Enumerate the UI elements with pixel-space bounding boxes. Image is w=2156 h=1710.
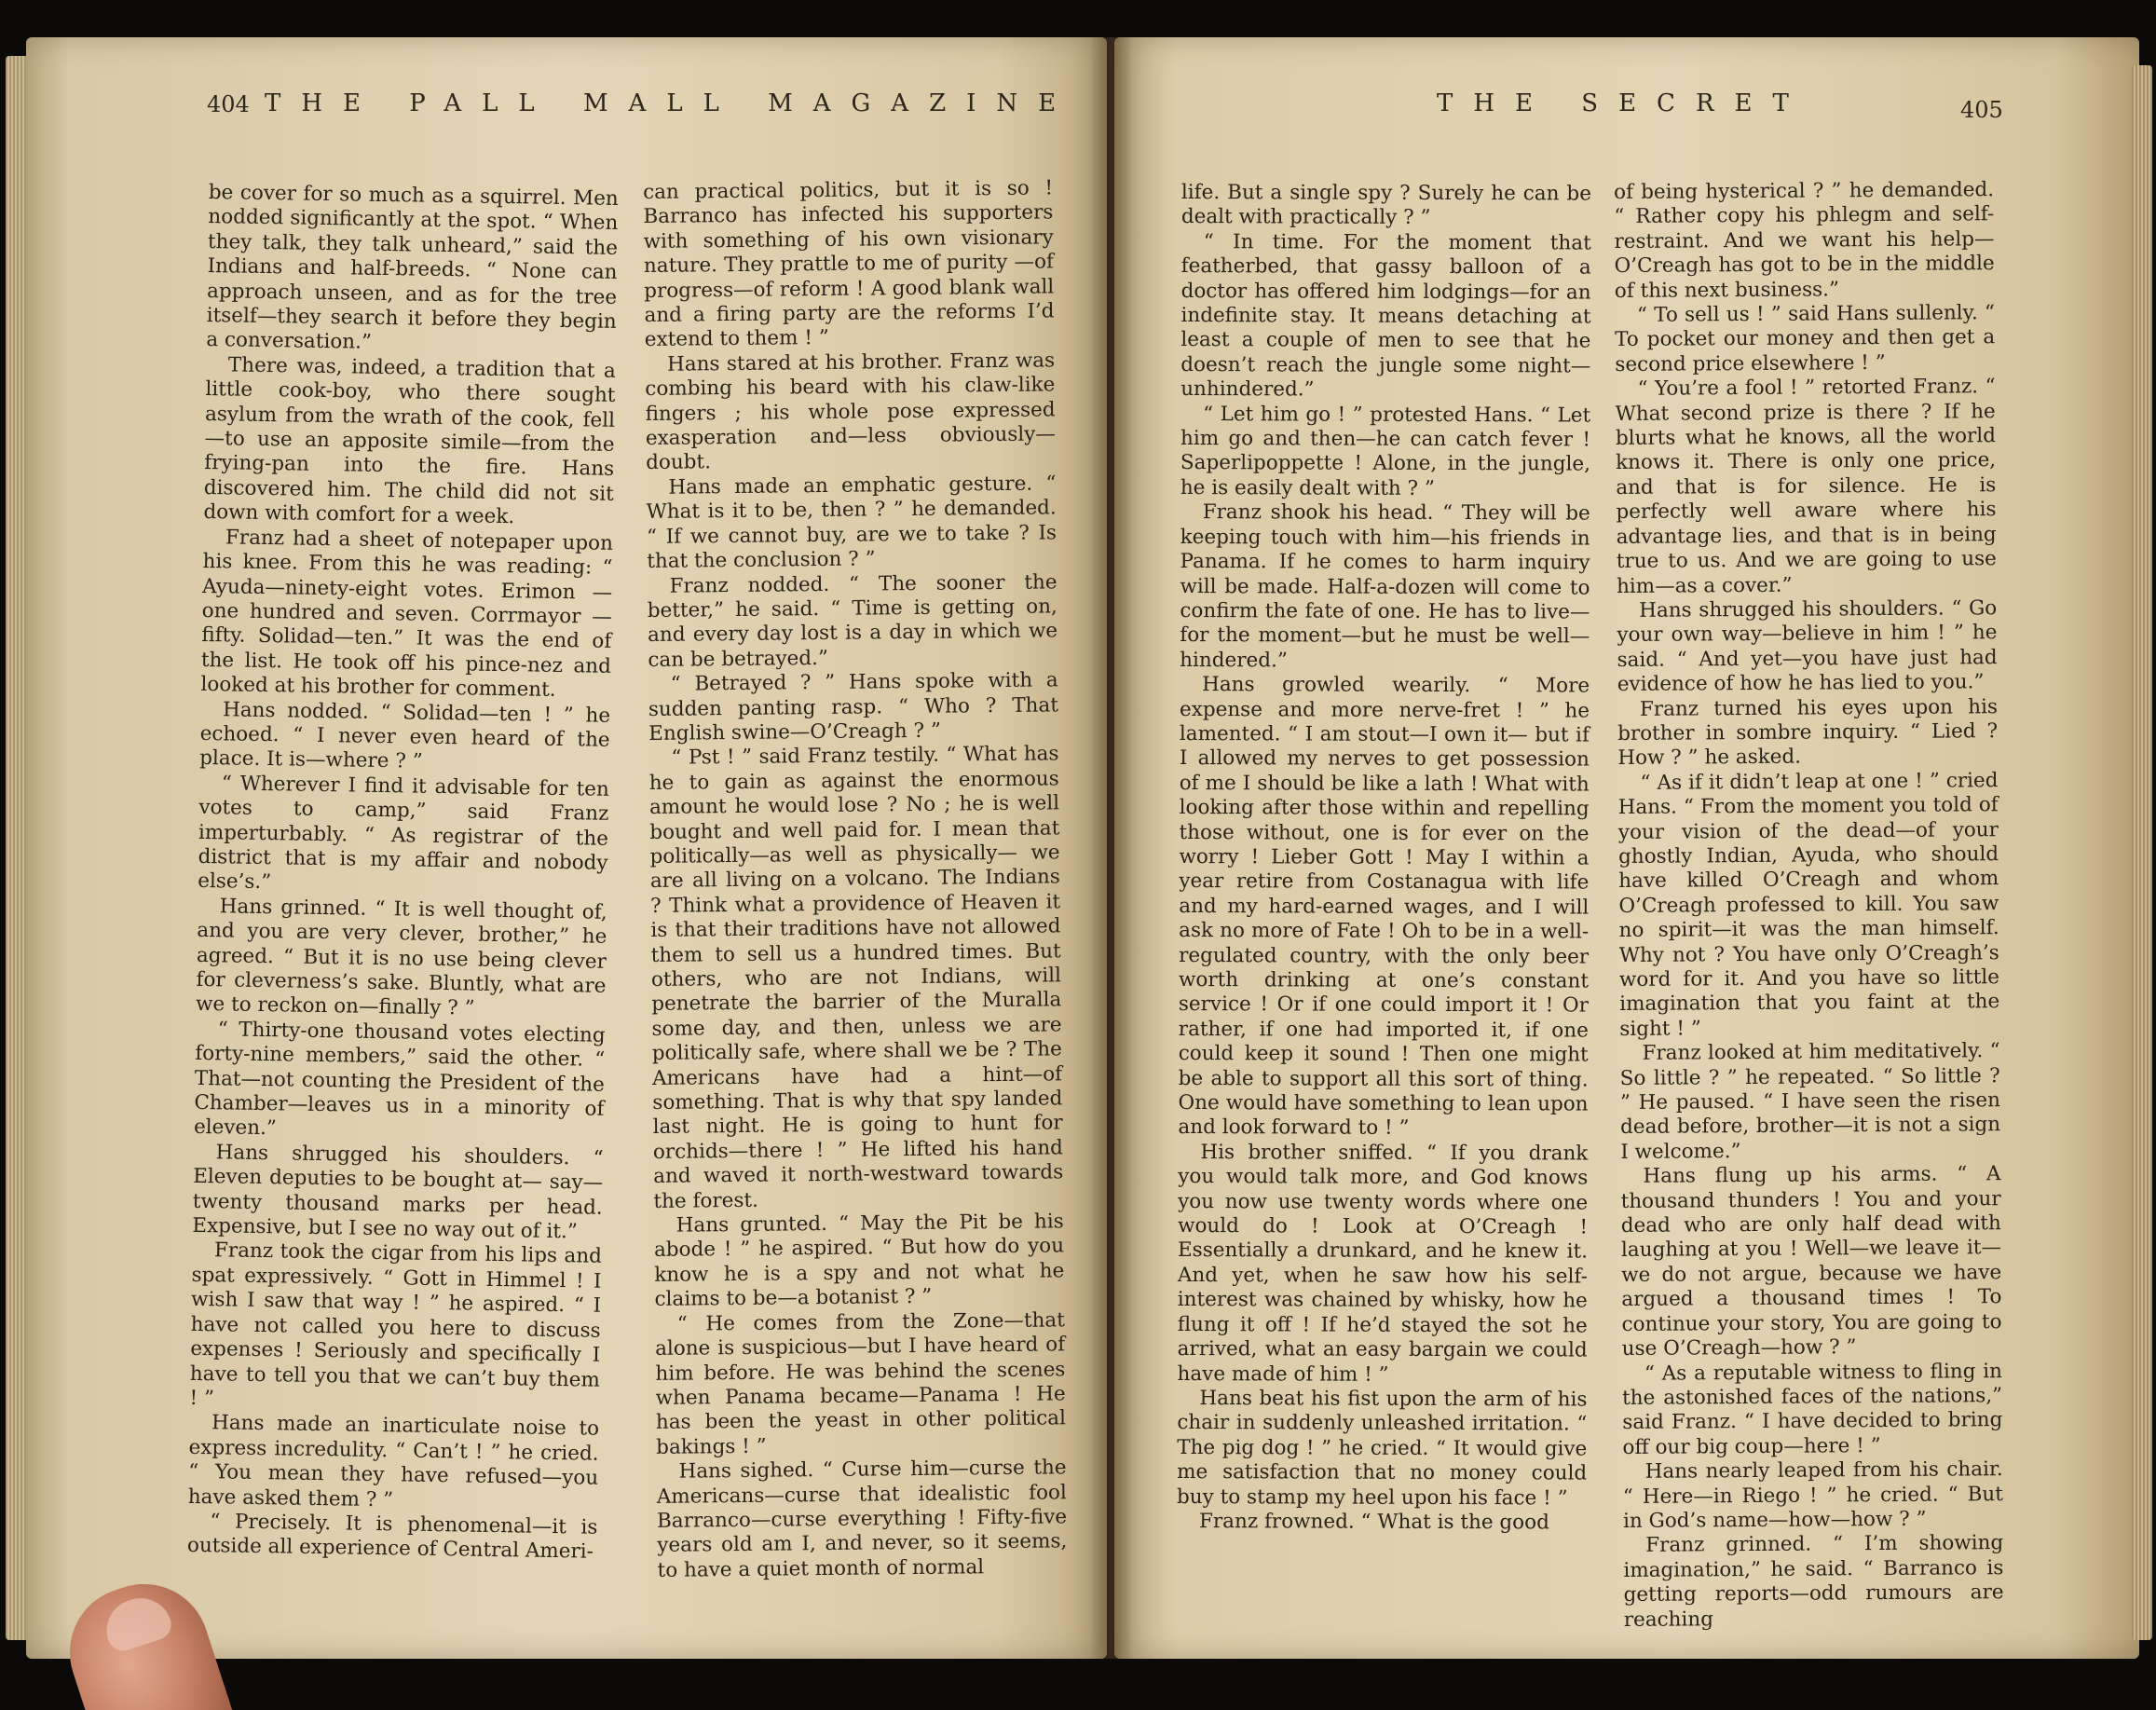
paragraph: Hans stared at his brother. Franz was combing his beard with his claw-like fingers ; his whole pose expressed exasperation and—less obviously—doubt. bbox=[645, 349, 1057, 475]
paragraph: “ Thirty-one thousand votes electing forty-nine members,” said the other. “ That—not counting the President of the Chamber—leaves us in a minority of eleven.” bbox=[193, 1018, 606, 1141]
paragraph: “ To sell us ! ” said Hans sullenly. “ To pocket our money and then get a second price elsewhere ! ” bbox=[1615, 301, 1996, 376]
right-running-header: THE SECRET bbox=[1437, 89, 1809, 117]
book-gutter bbox=[1090, 37, 1133, 1659]
paragraph: There was, indeed, a tradition that a little cook-boy, who there sought asylum from the wrath of the cook, fell—to use an apposite simile—from the frying-pan into the fire. Hans discovered him. The child did not sit down with comfort for a week. bbox=[203, 353, 617, 529]
paragraph: Franz looked at him meditatively. “ So little ? ” he repeated. “ So little ? ” He paused. “ I have seen the risen dead before, brother—it is not a sign I welcome.” bbox=[1619, 1039, 2001, 1164]
paragraph: life. But a single spy ? Surely he can be dealt with practically ? ” bbox=[1180, 181, 1591, 230]
paragraph: can practical politics, but it is so ! Barranco has infected his supporters with something of his own visionary nature. They prattle to me of purity —of progress—of reform ! A good blank wall and a firing party are the reforms I’d extend to them ! ” bbox=[643, 176, 1055, 352]
paragraph: Franz had a sheet of notepaper upon his knee. From this he was reading: “ Ayuda—ninety-eight votes. Erimon —one hundred and seven. Corrmayor —fifty. Solidad—ten.” It was the end of the list. He took off his pince-nez and looked at his brother for comment. bbox=[200, 526, 614, 703]
left-running-header: THE PALL MALL MAGAZINE bbox=[265, 89, 1077, 117]
paragraph: Hans nodded. “ Solidad—ten ! ” he echoed. “ I never even heard of the place. It is—where ? ” bbox=[199, 697, 611, 774]
paragraph: “ Let him go ! ” protested Hans. “ Let him go and then—he can catch fever ! Saperlipoppette ! Alone, in the jungle, he is easily dealt with ? ” bbox=[1180, 402, 1591, 500]
paragraph: of being hysterical ? ” he demanded. “ Rather copy his phlegm and self-restraint. And we want his help— O’Creagh has got to be in the middle of this next business.” bbox=[1614, 178, 1995, 303]
paragraph: Franz turned his eyes upon his brother in sombre inquiry. “ Lied ? How ? ” he asked. bbox=[1617, 694, 1999, 771]
paragraph: Franz took the cigar from his lips and spat expressively. “ Gott in Himmel ! I wish I saw that way ! ” he aspired. “ I have not called you here to discuss expenses ! Seriously and specifically I have to tell you that we can’t buy them ! ” bbox=[189, 1238, 603, 1411]
right-column-1 bbox=[1177, 181, 1591, 1536]
paragraph: Hans shrugged his shoulders. “ Go your own way—believe in him ! ” he said. “ And yet—you have just had evidence of how he has lied to you.” bbox=[1617, 596, 1998, 697]
paragraph: “ Betrayed ? ” Hans spoke with a sudden panting rasp. “ Who ? That English swine—O’Creagh ? ” bbox=[648, 668, 1059, 746]
paragraph: Hans grunted. “ May the Pit be his abode ! ” he aspired. “ But how do you know he is a spy and not what he claims to be—a botanist ? ” bbox=[653, 1210, 1065, 1312]
paragraph: Hans beat his fist upon the arm of his chair in suddenly unleashed irritation. “ The pig dog ! ” he cried. “ It would give me satisfaction that no money could buy to stamp my heel upon his face ! ” bbox=[1177, 1386, 1588, 1510]
paragraph: be cover for so much as a squirrel. Men nodded significantly at the spot. “ When they talk, they talk unheard,” said the Indians and half-breeds. “ None can approach unseen, and as for the tree itself—they search it before they begin a conversation.” bbox=[206, 181, 619, 355]
left-column-1 bbox=[187, 181, 619, 1565]
paragraph: Hans sighed. “ Curse him—curse the Americans—curse that idealistic fool Barranco—curse everything ! Fifty-five years old am I, and never, so it seems, to have a quiet month of normal bbox=[656, 1456, 1068, 1582]
paragraph: “ He comes from the Zone—that alone is suspicious—but I have heard of him before. He was behind the scenes when Panama became—Panama ! He has been the yeast in other political bakings ! ” bbox=[654, 1308, 1067, 1459]
paragraph: “ Precisely. It is phenomenal—it is outside all experience of Central Ameri- bbox=[186, 1510, 598, 1565]
paragraph: Hans made an emphatic gesture. “ What is it to be, then ? ” he demanded. “ If we cannot buy, are we to take ? Is that the conclusion ? ” bbox=[646, 472, 1058, 574]
right-page-edges bbox=[2132, 65, 2152, 1640]
paragraph: Hans made an inarticulate noise to express incredulity. “ Can’t ! ” he cried. “ You mean they have refused—you have asked them ? ” bbox=[187, 1411, 600, 1512]
paragraph: Hans grinned. “ It is well thought of, and you are very clever, brother,” he agreed. “ But it is no use being clever for cleverness’s sake. Bluntly, what are we to reckon on—finally ? ” bbox=[195, 895, 607, 1020]
paragraph: Hans nearly leaped from his chair. “ Here—in Riego ! ” he cried. “ But in God’s name—how—how ? ” bbox=[1622, 1457, 2003, 1533]
left-page-number: 404 bbox=[207, 91, 250, 117]
paragraph: Franz frowned. “ What is the good bbox=[1198, 1510, 1549, 1535]
paragraph: Franz shook his head. “ They will be keeping touch with him—his friends in Panama. If he comes to harm inquiry will be made. Half-a-dozen will come to confirm the fate of one. He has to live—for the moment—but he must be well—hindered.” bbox=[1180, 500, 1590, 673]
paragraph: His brother sniffed. “ If you drank you would talk more, and God knows you now use twenty words where one would do ! Look at O’Creagh ! Essentially a drunkard, and he knew it. And yet, when he saw how his self-interest was chained by whisky, how he flung it off ! If he’d stayed the sot he arrived, what an easy bargain we could have made of him ! ” bbox=[1177, 1140, 1589, 1387]
paragraph: Hans growled wearily. “ More expense and more nerve-fret ! ” he lamented. “ I am stout—I own it— but if I allowed my nerves to get possession of me I should be like a lath ! What with looking after those within and repelling those without, one is for ever on the worry ! Lieber Gott ! May I within a year retire from Costanagua with life and my hard-earned wages, and I will ask no more of Fate ! Oh to be in a well-regulated country, with the only beer worth drinking at one’s constant service ! Or if one could import it ! Or rather, if one had imported it, if one could keep it sound ! Then one might be able to support all this sort of thing. One would have something to lean upon and look forward to ! ” bbox=[1178, 673, 1590, 1141]
paragraph: “ As a reputable witness to fling in the astonished faces of the nations,” said Franz. “ I have decided to bring off our big coup—here ! ” bbox=[1622, 1359, 2003, 1459]
paragraph: “ You’re a fool ! ” retorted Franz. “ What second prize is there ? If he blurts what he knows, all the world knows it. There is only one price, and that is for silence. He is perfectly well aware where his advantage lies, and that is in being true to us. And we are going to use him—as a cover.” bbox=[1615, 375, 1997, 598]
paragraph: Hans shrugged his shoulders. “ Eleven deputies to be bought at— say—twenty thousand marks per head. Expensive, but I see no way out of it.” bbox=[192, 1141, 604, 1244]
right-column-2 bbox=[1614, 178, 2004, 1633]
paragraph: “ In time. For the moment that featherbed, that gassy balloon of a doctor has offered him lodgings—for an indefinite stay. It means detaching at least a couple of men to see that he doesn’t reach the jungle some night— unhindered.” bbox=[1180, 229, 1591, 402]
paragraph: Hans flung up his arms. “ A thousand thunders ! You and your dead who are only half dead with laughing at you ! Well—we leave it—we do not argue, because we have argued a thousand times ! To continue your story, You are going to use O’Creagh—how ? ” bbox=[1620, 1162, 2002, 1361]
paragraph: Franz grinned. “ I’m showing imagination,” he said. “ Barranco is getting reports—odd rumours are reaching bbox=[1623, 1531, 2004, 1632]
paragraph: “ As if it didn’t leap at one ! ” cried Hans. “ From the moment you told of your vision of the dead—of your ghostly Indian, Ayuda, who should have killed O’Creagh and whom O’Creagh professed to kill. You saw no spirit—it was the man himself. Why not ? You have only O’Creagh’s word for it. And you have so little imagination that you faint at the sight ! ” bbox=[1617, 768, 2000, 1041]
paragraph: “ Wherever I find it advisable for ten votes to camp,” said Franz imperturbably. “ As registrar of the district that is my affair and nobody else’s.” bbox=[197, 772, 609, 895]
left-column-2 bbox=[643, 176, 1068, 1583]
paragraph: Franz nodded. “ The sooner the better,” he said. “ Time is getting on, and every day lost is a day in which we can be betrayed.” bbox=[647, 569, 1058, 672]
paragraph: “ Pst ! ” said Franz testily. “ What has he to gain as against the enormous amount he would lose ? No ; he is well bought and well paid for. I mean that politically—as well as physically— we are all living on a volcano. The Indians ? Think what a providence of Heaven it is that their traditions have not allowed them to sell us a hundred times. But others, who are not Indians, will penetrate the barrier of the Muralla some day, and then, unless we are politically safe, where shall we be ? The Americans have had a hint—of something. That is why that spy landed last night. He is going to hunt for orchids—there ! ” He lifted his hand and waved it north-westward towards the forest. bbox=[648, 742, 1064, 1213]
right-page-number: 405 bbox=[1960, 97, 2003, 123]
